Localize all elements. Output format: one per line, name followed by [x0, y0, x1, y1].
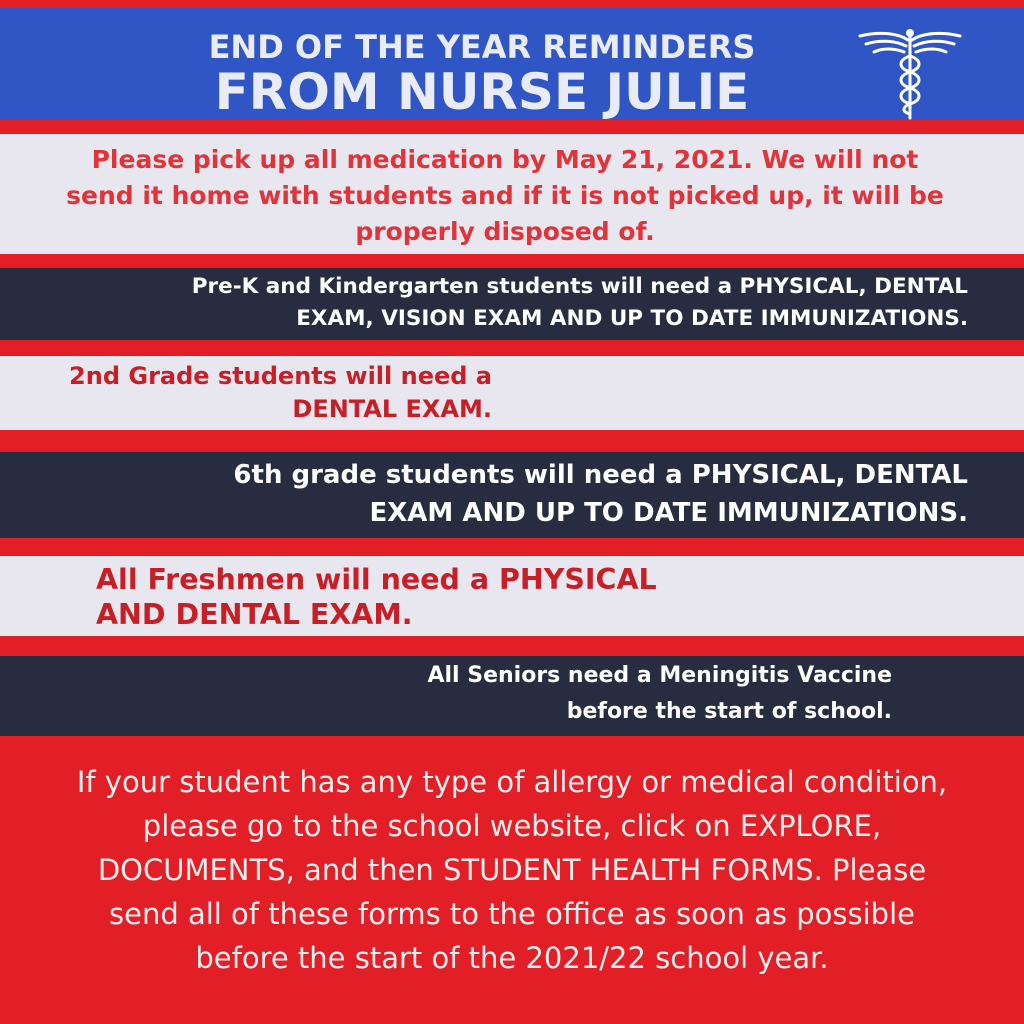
text-line: before the start of the 2021/22 school year.: [195, 941, 829, 975]
health-forms-notice: [0, 760, 1024, 980]
text-line: send it home with students and if it is not picked up, it will be: [66, 181, 944, 210]
text-line: 6th grade students will need a PHYSICAL, DENTAL: [233, 460, 968, 490]
text-line: EXAM AND UP TO DATE IMMUNIZATIONS.: [369, 498, 968, 528]
reminder-text: [68, 456, 968, 532]
text-line: DENTAL EXAM.: [292, 395, 492, 423]
text-line: All Freshmen will need a PHYSICAL: [96, 563, 657, 596]
reminder-6th-grade: [0, 452, 1024, 538]
caduceus-icon: [858, 26, 962, 122]
header-banner: [0, 8, 1024, 120]
header-title-line2: FROM NURSE JULIE: [214, 63, 750, 121]
text-line: 2nd Grade students will need a: [69, 362, 492, 390]
header-title-line1: END OF THE YEAR REMINDERS: [208, 28, 756, 66]
text-line: before the start of school.: [566, 699, 892, 724]
text-line: All Seniors need a Meningitis Vaccine: [427, 663, 892, 688]
text-line: Pre-K and Kindergarten students will need a PHYSICAL, DENTAL: [191, 274, 968, 299]
text-line: DOCUMENTS, and then STUDENT HEALTH FORMS. Please: [97, 853, 927, 887]
reminder-freshmen: [0, 556, 1024, 636]
reminder-text: [68, 271, 968, 335]
text-line: If your student has any type of allergy or medical condition,: [76, 765, 948, 799]
text-line: properly disposed of.: [355, 217, 655, 246]
reminder-medication-pickup: [0, 134, 1024, 254]
reminder-2nd-grade: [0, 356, 1024, 430]
reminder-seniors: [0, 656, 1024, 736]
reminder-text: [30, 360, 492, 426]
text-line: EXAM, VISION EXAM AND UP TO DATE IMMUNIZATIONS.: [296, 306, 968, 331]
text-line: Please pick up all medication by May 21, 2021. We will not: [91, 145, 919, 174]
reminder-text: [96, 562, 736, 632]
reminder-text: [300, 658, 892, 730]
text-line: AND DENTAL EXAM.: [96, 598, 413, 631]
reminder-prek-kindergarten: [0, 268, 1024, 340]
reminder-text: [30, 142, 980, 250]
text-line: please go to the school website, click on EXPLORE,: [142, 809, 882, 843]
text-line: send all of these forms to the office as soon as possible: [109, 897, 915, 931]
